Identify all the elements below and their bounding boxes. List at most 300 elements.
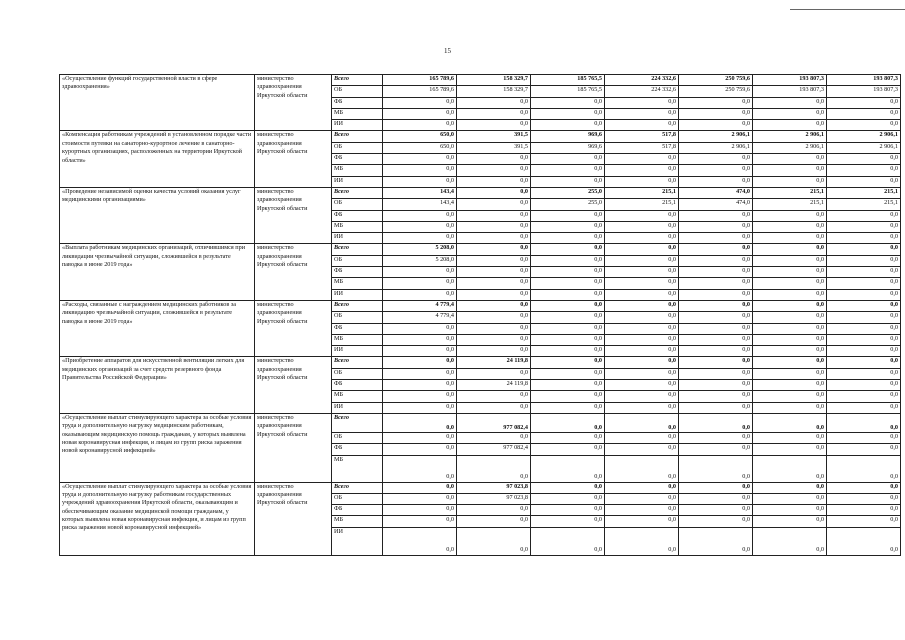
funding-source: МБ [332,165,383,176]
amount-cell: 215,1 [753,187,827,198]
table-row [60,131,901,142]
amount-cell: 0,0 [531,165,605,176]
funding-source: ФБ [332,505,383,516]
amount-cell: 0,0 [827,482,901,493]
amount-cell: 0,0 [827,267,901,278]
amount-cell: 0,0 [383,493,457,504]
amount-cell: 215,1 [827,187,901,198]
amount-cell: 0,0 [679,391,753,402]
amount-cell: 0,0 [383,233,457,244]
responsible-org: министерство здравоохранения Иркутской области [255,187,332,243]
amount-cell: 0,0 [679,165,753,176]
amount-cell: 0,0 [679,244,753,255]
amount-cell: 0,0 [605,108,679,119]
amount-cell: 4 779,4 [383,300,457,311]
amount-cell: 0,0 [605,154,679,165]
funding-source: Всего [332,187,383,198]
amount-cell: 0,0 [827,493,901,504]
amount-cell: 0,0 [457,402,531,413]
amount-cell: 0,0 [605,455,679,482]
amount-cell: 0,0 [383,267,457,278]
amount-cell: 0,0 [531,357,605,368]
amount-cell: 0,0 [827,289,901,300]
funding-source: ОБ [332,199,383,210]
amount-cell: 0,0 [457,199,531,210]
amount-cell: 224 332,6 [605,75,679,86]
funding-source: МБ [332,455,383,482]
amount-cell: 0,0 [827,323,901,334]
amount-cell: 0,0 [827,380,901,391]
amount-cell: 0,0 [827,233,901,244]
amount-cell: 0,0 [457,120,531,131]
amount-cell: 0,0 [753,233,827,244]
amount-cell: 0,0 [531,210,605,221]
amount-cell: 0,0 [753,493,827,504]
amount-cell: 215,1 [827,199,901,210]
table-row [60,187,901,198]
funding-source: ИИ [332,120,383,131]
funding-source: МБ [332,334,383,345]
amount-cell: 0,0 [531,255,605,266]
amount-cell: 0,0 [827,391,901,402]
table-row [60,244,901,255]
amount-cell: 0,0 [605,380,679,391]
amount-cell: 0,0 [531,432,605,443]
amount-cell: 0,0 [383,176,457,187]
amount-cell: 969,6 [531,142,605,153]
amount-cell: 0,0 [679,444,753,455]
funding-source: Всего [332,131,383,142]
funding-source: ИИ [332,289,383,300]
responsible-org: министерство здравоохранения Иркутской области [255,75,332,131]
measure-name: «Проведение независимой оценки качества условий оказания услуг медицинскими организациями» [60,187,255,243]
amount-cell: 143,4 [383,199,457,210]
amount-cell: 0,0 [531,323,605,334]
amount-cell: 0,0 [827,346,901,357]
amount-cell: 0,0 [827,108,901,119]
amount-cell: 24 119,8 [457,357,531,368]
funding-source: Всего [332,413,383,432]
amount-cell: 0,0 [605,300,679,311]
amount-cell: 0,0 [457,527,531,555]
measure-name: «Приобретение аппаратов для искусственной вентиляции легких для медицинских организаций за счет средств резервного фонда Правительства Российской Федерации» [60,357,255,413]
amount-cell: 0,0 [457,97,531,108]
amount-cell: 0,0 [605,210,679,221]
top-rule [790,9,905,10]
amount-cell: 0,0 [827,255,901,266]
amount-cell: 0,0 [531,455,605,482]
amount-cell: 0,0 [679,413,753,432]
amount-cell: 193 807,3 [753,86,827,97]
amount-cell: 165 789,6 [383,86,457,97]
amount-cell: 0,0 [531,289,605,300]
amount-cell: 650,0 [383,142,457,153]
amount-cell: 215,1 [605,187,679,198]
table-row [60,413,901,432]
amount-cell: 0,0 [753,221,827,232]
amount-cell: 977 082,4 [457,444,531,455]
amount-cell: 0,0 [531,97,605,108]
amount-cell: 224 332,6 [605,86,679,97]
amount-cell: 0,0 [679,210,753,221]
amount-cell: 143,4 [383,187,457,198]
amount-cell: 0,0 [827,210,901,221]
amount-cell: 0,0 [383,210,457,221]
amount-cell: 0,0 [531,312,605,323]
funding-source: ФБ [332,380,383,391]
amount-cell: 0,0 [605,165,679,176]
amount-cell: 0,0 [753,210,827,221]
amount-cell: 391,5 [457,131,531,142]
amount-cell: 97 023,8 [457,482,531,493]
amount-cell: 0,0 [679,455,753,482]
funding-source: ОБ [332,368,383,379]
amount-cell: 0,0 [457,312,531,323]
amount-cell: 0,0 [457,108,531,119]
amount-cell: 0,0 [679,267,753,278]
amount-cell: 0,0 [679,516,753,527]
amount-cell: 0,0 [383,402,457,413]
amount-cell: 0,0 [383,380,457,391]
amount-cell: 0,0 [679,432,753,443]
funding-source: МБ [332,516,383,527]
amount-cell: 0,0 [605,278,679,289]
amount-cell: 0,0 [383,527,457,555]
amount-cell: 0,0 [383,289,457,300]
amount-cell: 0,0 [753,267,827,278]
amount-cell: 0,0 [457,278,531,289]
amount-cell: 0,0 [827,505,901,516]
amount-cell: 0,0 [457,176,531,187]
funding-source: МБ [332,278,383,289]
amount-cell: 0,0 [383,154,457,165]
amount-cell: 0,0 [753,300,827,311]
funding-source: Всего [332,300,383,311]
amount-cell: 0,0 [827,244,901,255]
amount-cell: 0,0 [605,402,679,413]
amount-cell: 0,0 [753,527,827,555]
amount-cell: 193 807,3 [827,86,901,97]
funding-source: ОБ [332,142,383,153]
amount-cell: 0,0 [679,176,753,187]
amount-cell: 0,0 [383,368,457,379]
amount-cell: 0,0 [605,97,679,108]
amount-cell: 0,0 [531,221,605,232]
measure-name: «Осуществление выплат стимулирующего характера за особые условия труда и дополнительную нагрузку работникам государственных учреждений здравоохранения Иркутской области, оказывающим и обеспечивающим оказание медицинской помощи гражданам, у которых выявлена новая коронавирусная инфекция, и лицам из групп риска заражения новой коронавирусной инфекцией» [60,482,255,555]
amount-cell: 474,0 [679,199,753,210]
amount-cell: 0,0 [531,493,605,504]
measure-name: «Осуществление функций государственной власти в сфере здравоохранения» [60,75,255,131]
table-row [60,357,901,368]
funding-source: ОБ [332,493,383,504]
amount-cell: 0,0 [827,165,901,176]
responsible-org: министерство здравоохранения Иркутской области [255,244,332,300]
amount-cell: 0,0 [531,154,605,165]
amount-cell: 2 906,1 [827,142,901,153]
amount-cell: 0,0 [679,108,753,119]
amount-cell: 0,0 [383,505,457,516]
amount-cell: 215,1 [753,199,827,210]
amount-cell: 0,0 [753,505,827,516]
amount-cell: 0,0 [457,516,531,527]
amount-cell: 474,0 [679,187,753,198]
amount-cell: 165 789,6 [383,75,457,86]
funding-source: ФБ [332,210,383,221]
amount-cell: 0,0 [679,221,753,232]
funding-source: ФБ [332,444,383,455]
amount-cell: 0,0 [679,368,753,379]
amount-cell: 0,0 [753,346,827,357]
amount-cell: 0,0 [457,455,531,482]
amount-cell: 0,0 [605,233,679,244]
amount-cell: 0,0 [457,505,531,516]
amount-cell: 0,0 [383,221,457,232]
amount-cell: 0,0 [753,255,827,266]
amount-cell: 0,0 [753,432,827,443]
amount-cell: 0,0 [753,380,827,391]
funding-source: ФБ [332,267,383,278]
amount-cell: 0,0 [753,391,827,402]
amount-cell: 969,6 [531,131,605,142]
amount-cell: 0,0 [827,516,901,527]
measure-name: «Выплата работникам медицинских организаций, отличившимся при ликвидации чрезвычайной ситуации, сложившейся в результате паводка в июне 2019 года» [60,244,255,300]
funding-source: Всего [332,244,383,255]
amount-cell: 517,8 [605,131,679,142]
amount-cell: 0,0 [827,176,901,187]
amount-cell: 0,0 [827,312,901,323]
amount-cell: 0,0 [605,221,679,232]
amount-cell: 0,0 [753,516,827,527]
amount-cell: 0,0 [827,444,901,455]
amount-cell: 0,0 [827,120,901,131]
amount-cell: 0,0 [531,278,605,289]
amount-cell: 0,0 [605,289,679,300]
amount-cell: 0,0 [827,357,901,368]
amount-cell: 0,0 [531,444,605,455]
amount-cell: 0,0 [531,527,605,555]
amount-cell: 0,0 [605,432,679,443]
amount-cell: 0,0 [457,221,531,232]
amount-cell: 977 082,4 [457,413,531,432]
amount-cell: 2 906,1 [753,131,827,142]
amount-cell: 0,0 [531,516,605,527]
amount-cell: 0,0 [679,380,753,391]
amount-cell: 0,0 [753,176,827,187]
amount-cell: 0,0 [679,300,753,311]
amount-cell: 0,0 [457,432,531,443]
amount-cell: 0,0 [753,97,827,108]
amount-cell: 0,0 [605,255,679,266]
amount-cell: 0,0 [531,267,605,278]
amount-cell: 0,0 [753,120,827,131]
amount-cell: 250 759,6 [679,75,753,86]
amount-cell: 0,0 [383,391,457,402]
table-row [60,300,901,311]
amount-cell: 255,0 [531,187,605,198]
amount-cell: 2 906,1 [679,131,753,142]
funding-source: МБ [332,108,383,119]
amount-cell: 0,0 [383,165,457,176]
amount-cell: 0,0 [457,255,531,266]
amount-cell: 97 023,8 [457,493,531,504]
responsible-org: министерство здравоохранения Иркутской области [255,131,332,187]
amount-cell: 0,0 [753,334,827,345]
amount-cell: 0,0 [383,482,457,493]
amount-cell: 185 765,5 [531,75,605,86]
amount-cell: 0,0 [531,244,605,255]
responsible-org: министерство здравоохранения Иркутской области [255,357,332,413]
amount-cell: 0,0 [679,289,753,300]
amount-cell: 0,0 [679,357,753,368]
amount-cell: 0,0 [383,97,457,108]
funding-source: Всего [332,482,383,493]
amount-cell: 0,0 [457,368,531,379]
amount-cell: 4 779,4 [383,312,457,323]
funding-source: Всего [332,75,383,86]
funding-source: ОБ [332,86,383,97]
amount-cell: 193 807,3 [753,75,827,86]
amount-cell: 0,0 [531,346,605,357]
amount-cell: 0,0 [457,391,531,402]
amount-cell: 0,0 [753,413,827,432]
amount-cell: 0,0 [605,346,679,357]
amount-cell: 0,0 [605,323,679,334]
amount-cell: 0,0 [605,357,679,368]
amount-cell: 0,0 [383,455,457,482]
amount-cell: 0,0 [383,432,457,443]
amount-cell: 0,0 [827,278,901,289]
amount-cell: 0,0 [457,323,531,334]
amount-cell: 0,0 [605,244,679,255]
amount-cell: 0,0 [679,505,753,516]
amount-cell: 0,0 [827,455,901,482]
page-number: 15 [444,47,451,55]
amount-cell: 0,0 [605,368,679,379]
amount-cell: 0,0 [531,505,605,516]
amount-cell: 0,0 [753,278,827,289]
amount-cell: 0,0 [753,455,827,482]
amount-cell: 0,0 [383,323,457,334]
funding-source: ОБ [332,255,383,266]
amount-cell: 0,0 [827,154,901,165]
amount-cell: 0,0 [457,233,531,244]
amount-cell: 0,0 [457,346,531,357]
measure-name: «Расходы, связанные с награждением медицинских работников за ликвидацию чрезвычайной ситуации, сложившейся в результате паводка в июне 2019 года» [60,300,255,356]
amount-cell: 0,0 [605,267,679,278]
amount-cell: 0,0 [827,402,901,413]
funding-source: ОБ [332,312,383,323]
amount-cell: 0,0 [679,278,753,289]
amount-cell: 0,0 [531,108,605,119]
amount-cell: 0,0 [605,493,679,504]
funding-source: ОБ [332,432,383,443]
amount-cell: 0,0 [605,505,679,516]
amount-cell: 0,0 [605,391,679,402]
amount-cell: 5 208,0 [383,244,457,255]
amount-cell: 193 807,3 [827,75,901,86]
amount-cell: 0,0 [531,380,605,391]
funding-source: ИИ [332,402,383,413]
amount-cell: 2 906,1 [679,142,753,153]
amount-cell: 0,0 [753,357,827,368]
amount-cell: 0,0 [531,334,605,345]
amount-cell: 0,0 [531,176,605,187]
budget-table [59,74,901,556]
table-row [60,482,901,493]
funding-source: ИИ [332,176,383,187]
amount-cell: 0,0 [531,482,605,493]
amount-cell: 0,0 [457,154,531,165]
measure-name: «Осуществление выплат стимулирующего характера за особые условия труда и дополнительную нагрузку медицинским работникам, оказывающим медицинскую помощь гражданам, у которых выявлена новая коронавирусная инфекция, и лицам из групп риска заражения новой коронавирусной инфекцией» [60,413,255,482]
amount-cell: 0,0 [605,482,679,493]
funding-source: ФБ [332,154,383,165]
amount-cell: 0,0 [753,289,827,300]
amount-cell: 0,0 [383,413,457,432]
amount-cell: 0,0 [383,346,457,357]
amount-cell: 0,0 [827,413,901,432]
amount-cell: 0,0 [827,432,901,443]
amount-cell: 0,0 [457,289,531,300]
amount-cell: 650,0 [383,131,457,142]
amount-cell: 0,0 [457,244,531,255]
funding-source: Всего [332,357,383,368]
amount-cell: 0,0 [679,323,753,334]
amount-cell: 158 329,7 [457,86,531,97]
amount-cell: 0,0 [531,300,605,311]
amount-cell: 0,0 [605,312,679,323]
amount-cell: 0,0 [383,108,457,119]
amount-cell: 0,0 [605,120,679,131]
amount-cell: 0,0 [457,267,531,278]
amount-cell: 0,0 [457,300,531,311]
amount-cell: 0,0 [679,527,753,555]
amount-cell: 2 906,1 [827,131,901,142]
amount-cell: 391,5 [457,142,531,153]
responsible-org: министерство здравоохранения Иркутской области [255,413,332,482]
amount-cell: 0,0 [457,210,531,221]
amount-cell: 0,0 [753,323,827,334]
amount-cell: 0,0 [457,165,531,176]
funding-source: МБ [332,391,383,402]
amount-cell: 0,0 [605,176,679,187]
amount-cell: 0,0 [531,391,605,402]
funding-source: ИИ [332,233,383,244]
amount-cell: 0,0 [827,97,901,108]
responsible-org: министерство здравоохранения Иркутской области [255,482,332,555]
measure-name: «Компенсация работникам учреждений в установленном порядке части стоимости путевки на санаторно-курортное лечение в санаторно-курортных организациях, расположенных на территории Иркутской области» [60,131,255,187]
amount-cell: 0,0 [679,346,753,357]
amount-cell: 24 119,8 [457,380,531,391]
amount-cell: 255,0 [531,199,605,210]
amount-cell: 185 765,5 [531,86,605,97]
amount-cell: 0,0 [605,516,679,527]
amount-cell: 0,0 [605,413,679,432]
funding-source: ИИ [332,527,383,555]
amount-cell: 0,0 [827,221,901,232]
amount-cell: 0,0 [827,368,901,379]
amount-cell: 0,0 [531,368,605,379]
amount-cell: 0,0 [679,233,753,244]
amount-cell: 0,0 [531,413,605,432]
amount-cell: 0,0 [383,357,457,368]
amount-cell: 0,0 [679,402,753,413]
amount-cell: 0,0 [679,255,753,266]
funding-source: ФБ [332,97,383,108]
amount-cell: 0,0 [531,402,605,413]
amount-cell: 0,0 [679,493,753,504]
amount-cell: 0,0 [679,120,753,131]
amount-cell: 517,8 [605,142,679,153]
